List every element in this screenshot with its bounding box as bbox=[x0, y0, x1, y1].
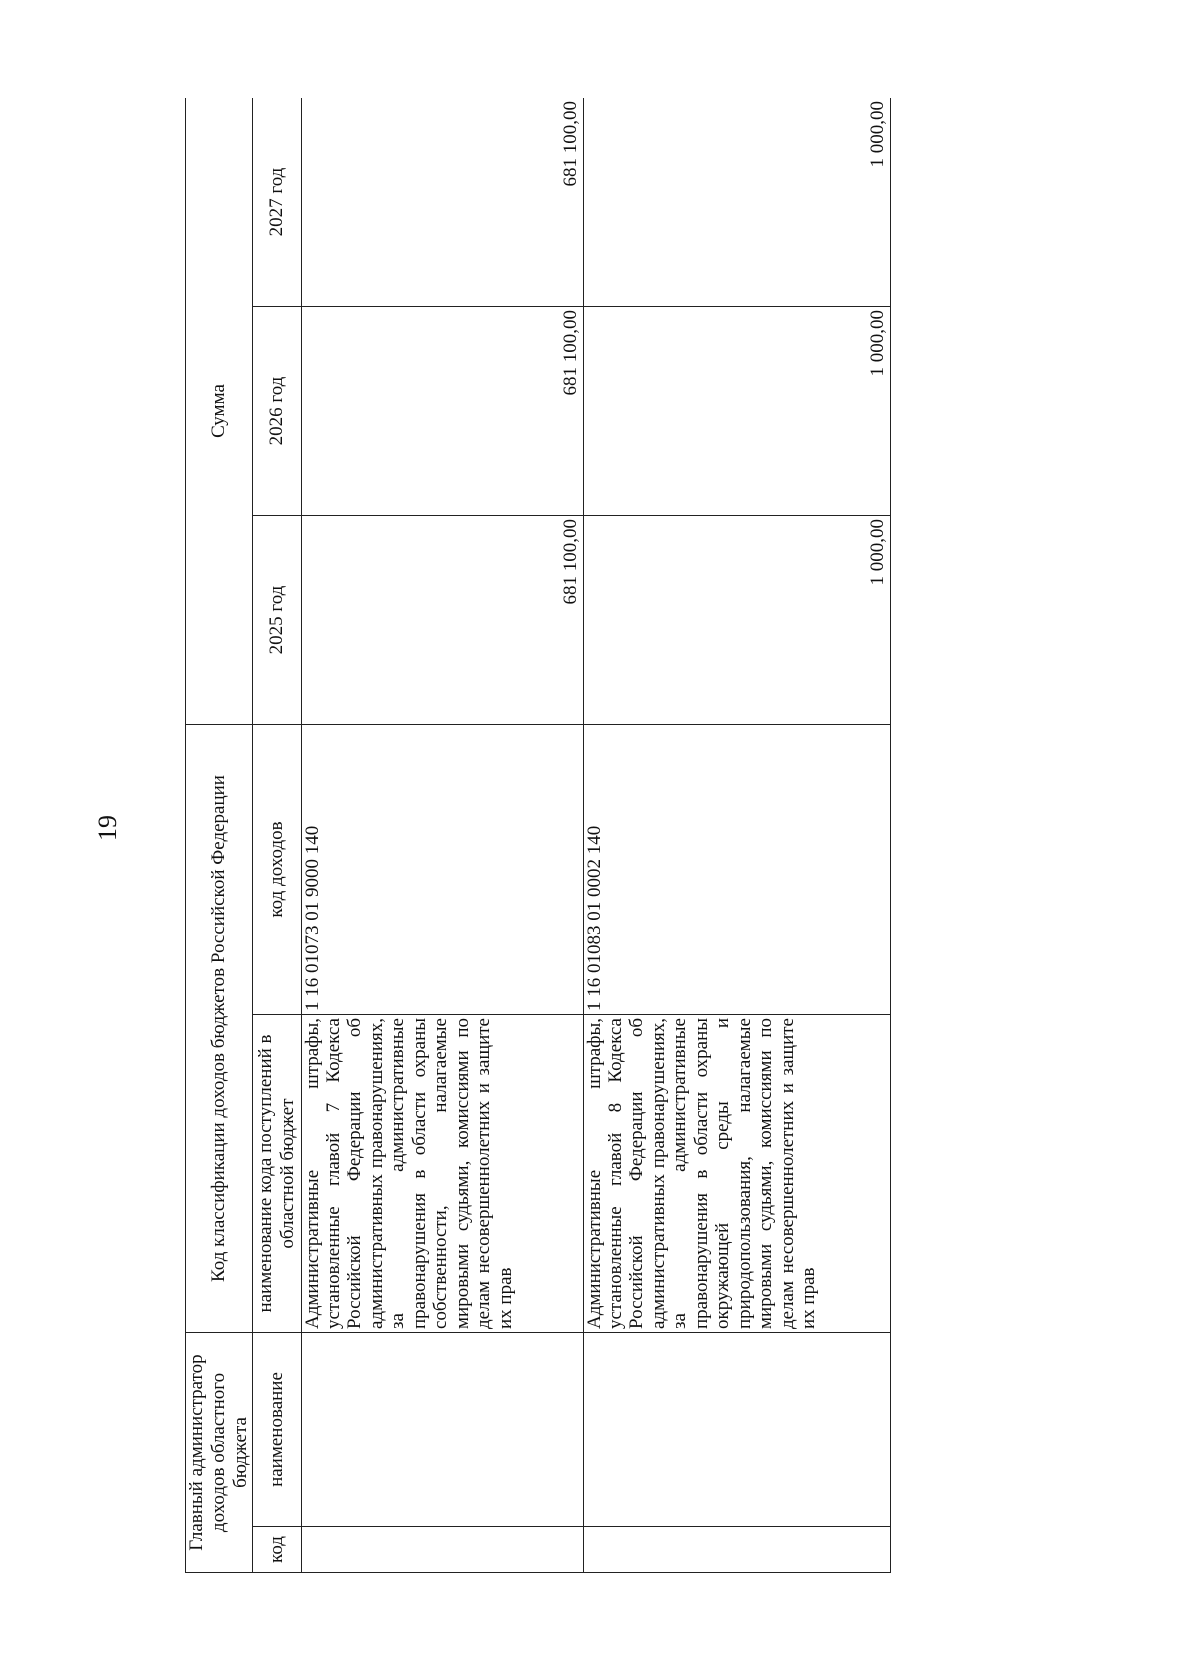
cell-admin-name bbox=[583, 1333, 890, 1527]
table-rotated-container bbox=[185, 98, 920, 1573]
cell-admin-code bbox=[301, 1527, 583, 1573]
col-admin-code: код bbox=[252, 1527, 301, 1573]
col-income-code: код доходов bbox=[252, 725, 301, 1015]
cell-amount-2027: 681 100,00 bbox=[301, 98, 583, 307]
group-header-row bbox=[186, 98, 253, 1573]
header-sum: Сумма bbox=[186, 98, 253, 725]
cell-admin-name bbox=[301, 1333, 583, 1527]
cell-amount-2025: 681 100,00 bbox=[301, 516, 583, 725]
cell-income-code: 1 16 01073 01 9000 140 bbox=[301, 725, 583, 1015]
cell-amount-2026: 681 100,00 bbox=[301, 307, 583, 516]
cell-income-name: Административные штрафы, установленные главой 7 Кодекса Российской Федерации об административных правонарушениях, за административные правонарушения в области охраны собственности, налагаемые мировыми судьями, комиссиями по делам несовершеннолетних и защите их прав bbox=[301, 1015, 583, 1333]
cell-amount-2027: 1 000,00 bbox=[583, 98, 890, 307]
column-header-row bbox=[252, 98, 301, 1573]
col-year-2026: 2026 год bbox=[252, 307, 301, 516]
income-table bbox=[185, 98, 891, 1573]
cell-amount-2025: 1 000,00 bbox=[583, 516, 890, 725]
col-year-2027: 2027 год bbox=[252, 98, 301, 307]
table-row bbox=[583, 98, 890, 1573]
cell-income-code: 1 16 01083 01 0002 140 bbox=[583, 725, 890, 1015]
col-income-name: наименование кода поступлений в областной бюджет bbox=[252, 1015, 301, 1333]
col-admin-name: наименование bbox=[252, 1333, 301, 1527]
cell-admin-code bbox=[583, 1527, 890, 1573]
header-administrator: Главный администратор доходов областного бюджета bbox=[186, 1333, 253, 1573]
cell-amount-2026: 1 000,00 bbox=[583, 307, 890, 516]
cell-income-name: Административные штрафы, установленные главой 8 Кодекса Российской Федерации об административных правонарушениях, за административные правонарушения в области охраны окружающей среды и природопользования, налагаемые мировыми судьями, комиссиями по делам несовершеннолетних и защите их прав bbox=[583, 1015, 890, 1333]
table-region bbox=[185, 98, 920, 1573]
table-row bbox=[301, 98, 583, 1573]
col-year-2025: 2025 год bbox=[252, 516, 301, 725]
header-classification: Код классификации доходов бюджетов Российской Федерации bbox=[186, 725, 253, 1333]
page-number: 19 bbox=[93, 815, 122, 841]
